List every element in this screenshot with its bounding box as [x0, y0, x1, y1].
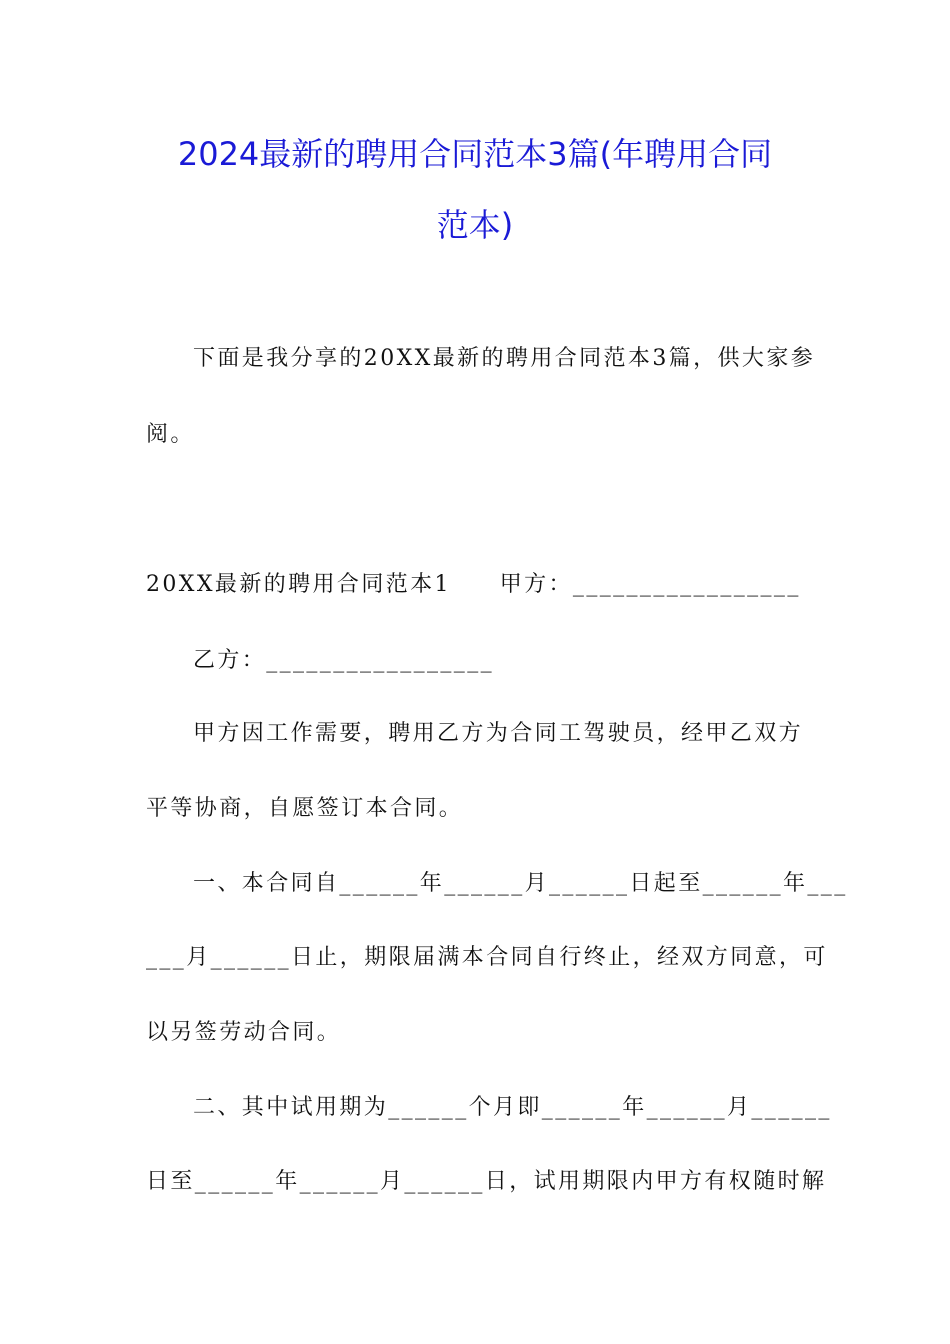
document-title-line-2: 范本): [436, 206, 514, 244]
document-title-line-1: 2024最新的聘用合同范本3篇(年聘用合同: [177, 135, 773, 173]
paragraph-1-line-2: 平等协商，自愿签订本合同。: [146, 796, 464, 821]
party-b-line: 乙方：_________________: [193, 648, 495, 673]
intro-line-1: 下面是我分享的20XX最新的聘用合同范本3篇，供大家参: [193, 346, 816, 371]
clause-1-line-1: 一、本合同自______年______月______日起至______年___: [193, 871, 848, 896]
clause-2-line-2: 日至______年______月______日，试用期限内甲方有权随时解: [146, 1169, 827, 1194]
clause-2-line-1: 二、其中试用期为______个月即______年______月______: [193, 1095, 832, 1120]
clause-1-line-3: 以另签劳动合同。: [146, 1020, 342, 1045]
clause-1-line-2: ___月______日止，期限届满本合同自行终止，经双方同意，可: [146, 945, 828, 970]
paragraph-1-line-1: 甲方因工作需要，聘用乙方为合同工驾驶员，经甲乙双方: [193, 721, 804, 746]
section-heading-party-a: 20XX最新的聘用合同范本1 甲方：_________________: [146, 572, 801, 597]
intro-line-2: 阅。: [146, 422, 195, 447]
